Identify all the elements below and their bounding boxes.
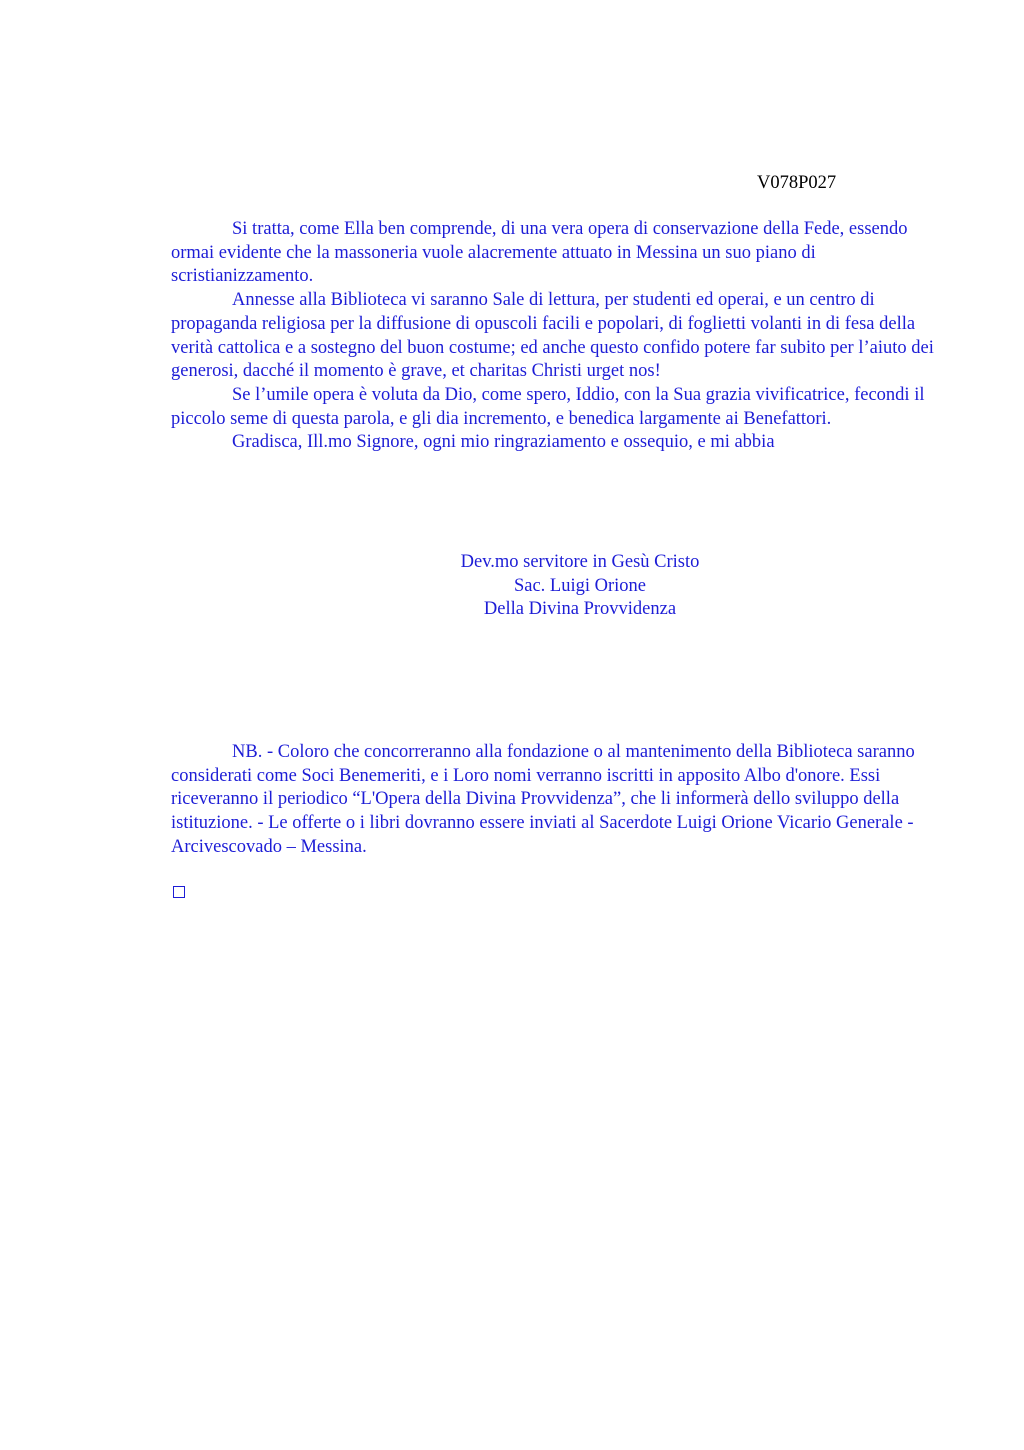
paragraph-closing: Gradisca, Ill.mo Signore, ogni mio ringraziamento e ossequio, e mi abbia	[232, 432, 775, 453]
paragraph-faith: Si tratta, come Ella ben comprende, di una vera opera di conservazione della Fede, essendo ormai evidente che la massoneria vuole alacremente attuato in Messina un suo piano di scristianizzamento.	[171, 219, 908, 287]
page-code: V078P027	[757, 173, 837, 193]
signature-block	[430, 551, 730, 622]
paragraph-blessing: Se l’umile opera è voluta da Dio, come spero, Iddio, con la Sua grazia vivificatrice, fecondi il piccolo seme di questa parola, e gli dia incremento, e benedica largamente ai Benefattori.	[171, 384, 925, 429]
signature-name: Sac. Luigi Orione	[513, 575, 647, 596]
checkbox-square-icon	[173, 886, 185, 898]
signature-closing: Dev.mo servitore in Gesù Cristo	[460, 552, 700, 572]
nota-bene	[171, 741, 941, 860]
signature-title: Della Divina Provvidenza	[483, 599, 677, 620]
letter-body	[171, 218, 941, 455]
nota-bene-text: NB. - Coloro che concorreranno alla fondazione o al mantenimento della Biblioteca saranno considerati come Soci Benemeriti, e i Loro nomi verranno iscritti in apposito Albo d'onore. Essi riceveranno il periodico “L'Opera della Divina Provvidenza”, che li informerà dello sviluppo della istituzione. - Le offerte o i libri dovranno essere inviati al Sacerdote Luigi Orione Vicario Generale - Arcivescovado – Messina.	[171, 742, 915, 857]
paragraph-reading-rooms: Annesse alla Biblioteca vi saranno Sale di lettura, per studenti ed operai, e un centro di propaganda religiosa per la diffusione di opuscoli facili e popolari, di foglietti volanti in di fesa della verità cattolica e a sostegno del buon costume; ed anche questo confido potere far subito per l’aiuto dei generosi, dacché il momento è grave, et charitas Christi urget nos!	[171, 290, 934, 382]
